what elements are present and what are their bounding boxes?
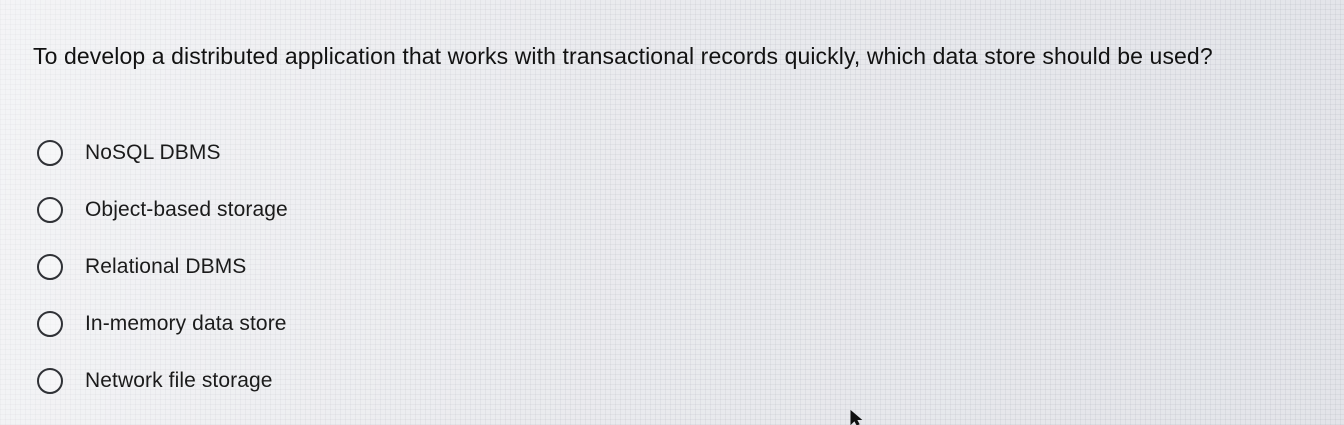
radio-button[interactable] (37, 140, 63, 166)
answer-options (37, 134, 288, 419)
radio-button[interactable] (37, 197, 63, 223)
answer-option-relational-dbms[interactable] (37, 248, 288, 286)
answer-option-network-file-storage[interactable] (37, 362, 288, 400)
answer-option-label: Network file storage (85, 369, 273, 392)
answer-option-label: Relational DBMS (85, 255, 247, 278)
answer-option-label: In-memory data store (85, 312, 287, 335)
mouse-pointer-icon (850, 410, 864, 425)
answer-option-label: Object-based storage (85, 198, 288, 221)
radio-button[interactable] (37, 368, 63, 394)
answer-option-object-based-storage[interactable] (37, 191, 288, 229)
question-text: To develop a distributed application that works with transactional records quickly, which data store should be used? (33, 43, 1213, 69)
radio-button[interactable] (37, 311, 63, 337)
answer-option-in-memory-data-store[interactable] (37, 305, 288, 343)
answer-option-label: NoSQL DBMS (85, 141, 221, 164)
radio-button[interactable] (37, 254, 63, 280)
answer-option-nosql-dbms[interactable] (37, 134, 288, 172)
